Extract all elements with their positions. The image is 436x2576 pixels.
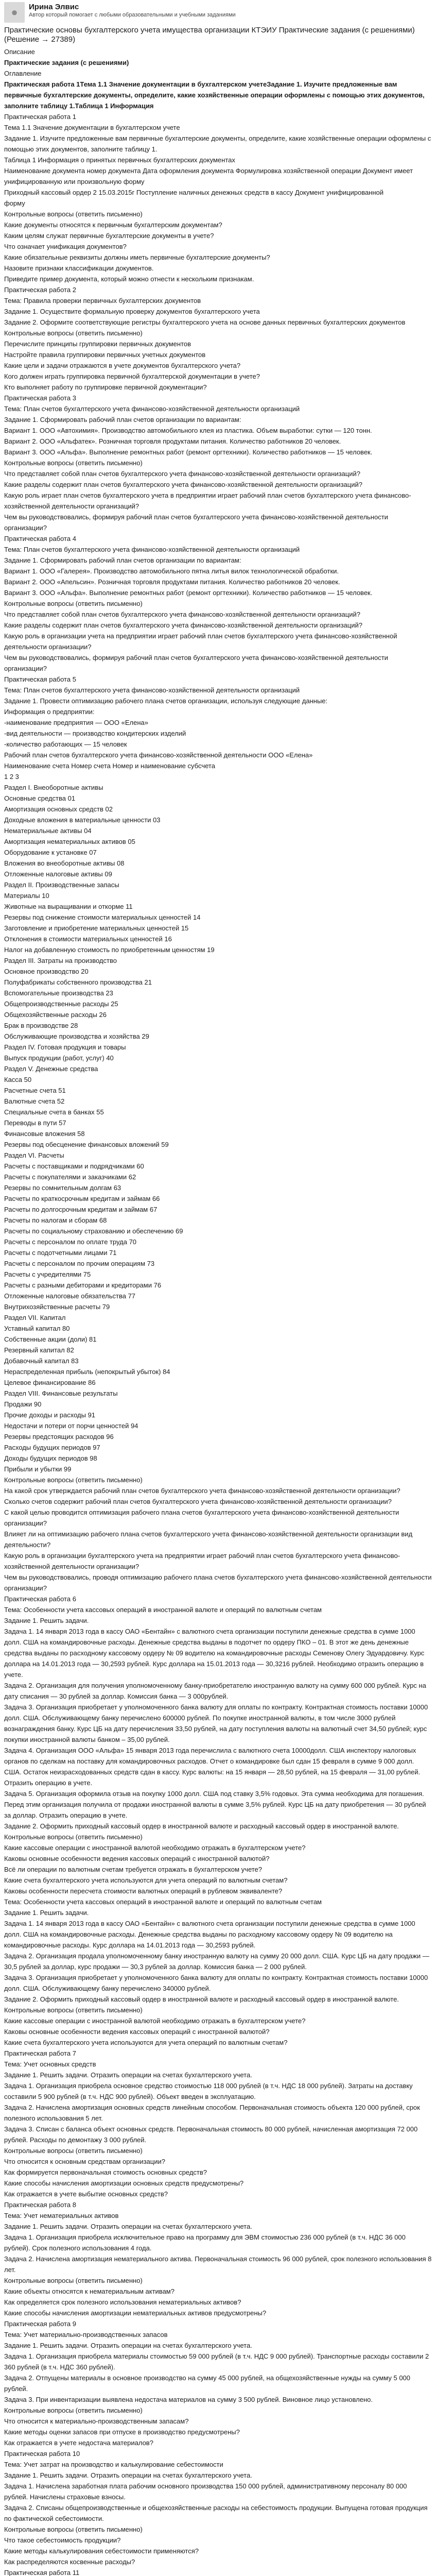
content-line: Задача 3. Организация приобретает у уполномоченного банка валюту для оплаты по контракту. Контрактная стоимость поставки 10000 долл. США. Обслуживающему банку перечислено 340000 рублей. <box>4 1974 428 1992</box>
content-line: Какие способы начисления амортизации основных средств предусмотрены? <box>4 2179 244 2187</box>
content-line: -количество работающих — 15 человек <box>4 740 127 748</box>
content-line: Резервы под обесценение финансовых вложений 59 <box>4 1141 169 1148</box>
content-line: Вариант 3. ООО «Альфа». Выполнение ремонтных работ (ремонт оргтехники). Количество работников — 15 человек. <box>4 448 373 456</box>
content-line: Что относится к материально-производственным запасам? <box>4 2417 189 2425</box>
content-line: Расчеты по социальному страхованию и обеспечению 69 <box>4 1227 183 1235</box>
content-line: Валютные счета 52 <box>4 1097 65 1105</box>
content-line: Тема: План счетов бухгалтерского учета финансово-хозяйственной деятельности организаций <box>4 546 300 553</box>
content-line: Расчеты с персоналом по оплате труда 70 <box>4 1238 137 1246</box>
section-heading: Практическая работа 1Тема 1.1 Значение документации в бухгалтерском учетеЗадание 1. Изучите предложенные вам первичные бухгалтерские документы, определите, какие хозяйственные операции оформлены с помощью этих документов, заполните таблицу 1.Таблица 1 Информация <box>4 80 425 110</box>
content-line: Задача 2. Отпущены материалы в основное производство на сумму 45 000 рублей, на общехозяйственные нужды на сумму 5 000 рублей. <box>4 2374 411 2393</box>
content-line: Налог на добавленную стоимость по приобретенным ценностям 19 <box>4 946 215 954</box>
content-line: -наименование предприятия — ООО «Елена» <box>4 719 149 726</box>
content-line: Раздел II. Производственные запасы <box>4 881 119 889</box>
content-line: Задача 2. Начислена амортизация нематериального актива. Первоначальная стоимость 96 000 рублей, срок полезного использования 8 лет. <box>4 2255 432 2274</box>
content-line: Задание 1. Решить задачи. Отразить операции на счетах бухгалтерского учета. <box>4 2071 252 2079</box>
content-line: Контрольные вопросы (ответить письменно) <box>4 2147 143 2155</box>
content-line: Расчеты с покупателями и заказчиками 62 <box>4 1173 136 1181</box>
content-line: Выпуск продукции (работ, услуг) 40 <box>4 1054 114 1062</box>
content-line: Оборудование к установке 07 <box>4 849 97 856</box>
content-line: Задание 2. Оформить приходный кассовый ордер в иностранной валюте и расходный кассовый ордер в иностранной валюте. <box>4 1822 399 1830</box>
content-line: Как определяется срок полезного использования нематериальных активов? <box>4 2298 241 2306</box>
content-line: Какие способы начисления амортизации нематериальных активов предусмотрены? <box>4 2309 267 2317</box>
content-line: Собственные акции (доли) 81 <box>4 1335 97 1343</box>
content-line: Задание 1. Решить задачи. Отразить операции на счетах бухгалтерского учета. <box>4 2471 252 2479</box>
content-line: Чем вы руководствовались, формируя рабочий план счетов бухгалтерского учета финансово-хозяйственной деятельности организации? <box>4 654 388 672</box>
content-line: Отклонения в стоимости материальных ценностей 16 <box>4 935 172 943</box>
content-line: Расчеты с учредителями 75 <box>4 1270 91 1278</box>
content-line: Резервы предстоящих расходов 96 <box>4 1433 114 1440</box>
author-name[interactable]: Ирина Элвис <box>29 3 79 11</box>
content-line: Перечислите принципы группировки первичных документов <box>4 340 191 348</box>
content-line: Задача 1. 14 января 2013 года в кассу ОАО «Бентайн» с валютного счета организации поступили денежные средства в сумме 1000 долл. США на командировочные расходы. Денежные средства выданы по расходному кассовому ордеру № 09 водителю на командировочные расходы. Курс доллара на 14.01.2013 года — 30,2593 рублей. <box>4 1920 415 1949</box>
content-line: Практическая работа 9 <box>4 2320 76 2328</box>
content-line: Доходные вложения в материальные ценности 03 <box>4 816 161 824</box>
content-line: Животные на выращивании и откорме 11 <box>4 903 133 910</box>
content-line: Тема: Особенности учета кассовых операций в иностранной валюте и операций по валютным счетам <box>4 1606 322 1614</box>
content-line: Что представляет собой план счетов бухгалтерского учета финансово-хозяйственной деятельности организаций? <box>4 611 360 618</box>
content-line: Целевое финансирование 86 <box>4 1379 96 1386</box>
author-info <box>29 2 432 19</box>
content-line: Расчеты по краткосрочным кредитам и займам 66 <box>4 1195 160 1202</box>
content-line: Таблица 1 Информация о принятых первичных бухгалтерских документах <box>4 156 235 164</box>
content-line: С какой целью проводится оптимизация рабочего плана счетов бухгалтерского учета финансово-хозяйственной деятельности организации? <box>4 1509 399 1527</box>
content-line: Рабочий план счетов бухгалтерского учета финансово-хозяйственной деятельности ООО «Елена» <box>4 751 313 759</box>
content-line: Резервы по сомнительным долгам 63 <box>4 1184 121 1192</box>
content-line: Практическая работа 4 <box>4 535 76 543</box>
content-line: Каковы основные особенности ведения кассовых операций с иностранной валютой? <box>4 1855 270 1862</box>
content-line: Практическая работа 7 <box>4 2049 76 2057</box>
content-line: Какие обязательные реквизиты должны иметь первичные бухгалтерские документы? <box>4 253 270 261</box>
content-line: Как отражается в учете недостача материалов? <box>4 2439 153 2447</box>
content-line: Какие методы калькулирования себестоимости применяются? <box>4 2547 199 2555</box>
content-line: Задание 1. Осуществите формальную проверку документов бухгалтерского учета <box>4 308 260 315</box>
content-line: Контрольные вопросы (ответить письменно) <box>4 1476 143 1484</box>
content-line: Чем вы руководствовались, формируя рабочий план счетов бухгалтерского учета финансово-хозяйственной деятельности организации? <box>4 513 388 532</box>
content-line: Задача 3. При инвентаризации выявлена недостача материалов на сумму 3 500 рублей. Виновное лицо установлено. <box>4 2396 373 2403</box>
content-line: Расчеты с персоналом по прочим операциям 73 <box>4 1260 155 1267</box>
content-line: Доходы будущих периодов 98 <box>4 1454 97 1462</box>
content-line: -вид деятельности — производство кондитерских изделий <box>4 730 186 737</box>
content-line: Какие кассовые операции с иностранной валютой необходимо отражать в бухгалтерском учете? <box>4 2017 306 2025</box>
content-line: Задача 4. Организация ООО «Альфа» 15 января 2013 года перечислила с валютного счета 10000долл. США инспектору налоговых органов по сделкам на поставку для командировочных расходов. Отчет о командировке был сдан 15 февраля в сумме 9 000 долл. США. Остаток неизрасходованных средств сдан в кассу. Курс валюты: на 15 января — 28,50 рублей, на 15 февраля — 31,00 рублей. Отразить операцию в учете. <box>4 1747 421 1787</box>
content-line: Расчеты с подотчетными лицами 71 <box>4 1249 117 1257</box>
content-line: Раздел I. Внеоборотные активы <box>4 784 103 791</box>
content-line: Всё ли операции по валютным счетам требуется отражать в бухгалтерском учете? <box>4 1866 263 1873</box>
content-line: Тема: План счетов бухгалтерского учета финансово-хозяйственной деятельности организаций <box>4 405 300 413</box>
content-line: На какой срок утверждается рабочий план счетов бухгалтерского учета финансово-хозяйственной деятельности организации? <box>4 1487 400 1495</box>
content-line: Что относится к основным средствам организации? <box>4 2158 165 2165</box>
content-line: Контрольные вопросы (ответить письменно) <box>4 2277 143 2284</box>
content-line: Брак в производстве 28 <box>4 1022 78 1029</box>
content-line: Раздел V. Денежные средства <box>4 1065 98 1073</box>
content-line: Наименование счета Номер счета Номер и наименование субсчета <box>4 762 215 770</box>
content-line: Расчеты с разными дебиторами и кредиторами 76 <box>4 1281 162 1289</box>
content-line: Сколько счетов содержит рабочий план счетов бухгалтерского учета финансово-хозяйственной деятельности организации? <box>4 1498 392 1505</box>
content-line: Задание 1. Сформировать рабочий план счетов организации по вариантам: <box>4 556 241 564</box>
content-line: Влияет ли на оптимизацию рабочего плана счетов бухгалтерского учета финансово-хозяйственной деятельности организации вид деятельности? <box>4 1530 413 1549</box>
content-line: Уставный капитал 80 <box>4 1325 70 1332</box>
content-line: Расчетные счета 51 <box>4 1087 66 1094</box>
content-line: Приведите пример документа, который можно отнести к нескольким признакам. <box>4 275 254 283</box>
content-line: Расчеты по долгосрочным кредитам и займам 67 <box>4 1206 158 1213</box>
content-line: Практическая работа 5 <box>4 675 76 683</box>
content-line: Что представляет собой план счетов бухгалтерского учета финансово-хозяйственной деятельности организаций? <box>4 470 360 478</box>
content-line: Контрольные вопросы (ответить письменно) <box>4 2006 143 2014</box>
content-line: Тема: Учет материально-производственных запасов <box>4 2331 168 2338</box>
content-line: Вложения во внеоборотные активы 08 <box>4 859 125 867</box>
content-line: Финансовые вложения 58 <box>4 1130 85 1138</box>
content-line: Контрольные вопросы (ответить письменно) <box>4 600 143 607</box>
content-line: Прочие доходы и расходы 91 <box>4 1411 96 1419</box>
content-line: Задание 2. Оформить приходный кассовый ордер в иностранной валюте и расходный кассовый ордер в иностранной валюте. <box>4 1995 399 2003</box>
content-line: Контрольные вопросы (ответить письменно) <box>4 2526 143 2533</box>
content-line: Описание <box>4 48 35 56</box>
content-line: Настройте правила группировки первичных учетных документов <box>4 351 206 359</box>
content-line: Практическая работа 2 <box>4 286 76 294</box>
content-line: Практическая работа 6 <box>4 1595 76 1603</box>
content-line: Каким целям служат первичные бухгалтерские документы в учете? <box>4 232 214 240</box>
content-line: Задача 1. Начислена заработная плата рабочим основного производства 150 000 рублей, административному персоналу 80 000 рублей. Начислены страховые взносы. <box>4 2482 407 2501</box>
content-line: Практическая работа 8 <box>4 2201 76 2209</box>
content-line: Задача 1. Организация приобрела исключительное право на программу для ЭВМ стоимостью 236 000 рублей (в т.ч. НДС 36 000 рублей). Срок полезного использования 4 года. <box>4 2233 406 2252</box>
content-line: Каковы особенности пересчета стоимости валютных операций в рублевом эквиваленте? <box>4 1887 283 1895</box>
content-line: Как формируется первоначальная стоимость основных средств? <box>4 2168 207 2176</box>
content-line: Какие разделы содержит план счетов бухгалтерского учета финансово-хозяйственной деятельности организаций? <box>4 481 362 488</box>
author-description: Автор который помогает с любыми образовательными и учебными заданиями <box>29 12 236 18</box>
content-line: Материалы 10 <box>4 892 49 900</box>
content-line: Как распределяются косвенные расходы? <box>4 2558 135 2566</box>
content-line: Вариант 1. ООО «Автохимия». Производство автомобильного клея из пластика. Объем выработки: сутки — 120 тонн. <box>4 427 372 434</box>
content-line: Раздел III. Затраты на производство <box>4 957 117 964</box>
content-line: Практическая работа 10 <box>4 2450 80 2458</box>
content-line: Практическая работа 11 <box>4 2569 80 2576</box>
content-line: Что означает унификация документов? <box>4 243 127 250</box>
content-line: Какую роль играет план счетов бухгалтерского учета в предприятии играет рабочий план счетов бухгалтерского учета финансово-хозяйственной деятельности организаций? <box>4 492 411 510</box>
content-line: 1 2 3 <box>4 773 19 781</box>
content-line: Продажи 90 <box>4 1400 42 1408</box>
content-line: Недостачи и потери от порчи ценностей 94 <box>4 1422 138 1430</box>
content-line: Раздел VII. Капитал <box>4 1314 66 1321</box>
content-line: Вариант 2. ООО «Апельсин». Розничная торговля продуктами питания. Количество работников 20 человек. <box>4 578 340 586</box>
page-title: Практические основы бухгалтерского учета имущества организации КТЭИУ Практические задания (с решениями) (Решение → 27389) <box>4 26 415 44</box>
content-line: Задание 1. Решить задачи. Отразить операции на счетах бухгалтерского учета. <box>4 2223 252 2230</box>
content-line: Вариант 3. ООО «Альфа». Выполнение ремонтных работ (ремонт оргтехники). Количество работников — 15 человек. <box>4 589 373 597</box>
content-line: Отложенные налоговые активы 09 <box>4 870 112 878</box>
content-line: Задача 1. Организация приобрела материалы стоимостью 59 000 рублей (в т.ч. НДС 9 000 рублей). Транспортные расходы составили 2 360 рублей (в т.ч. НДС 360 рублей). <box>4 2352 429 2371</box>
document-content <box>4 46 432 2576</box>
content-line: Задание 1. Решить задачи. <box>4 1909 89 1917</box>
content-line: Тема: План счетов бухгалтерского учета финансово-хозяйственной деятельности организаций <box>4 686 300 694</box>
content-line: Тема: Правила проверки первичных бухгалтерских документов <box>4 297 201 304</box>
content-line: Вариант 1. ООО «Галерея». Производство автомобильного пятна литья вилок технологической обработки. <box>4 567 339 575</box>
avatar[interactable] <box>4 2 25 23</box>
content-line: Чем вы руководствовались, проводя оптимизацию рабочего плана счетов бухгалтерского учета финансово-хозяйственной деятельности организации? <box>4 1573 432 1592</box>
content-line: Тема: Учет затрат на производство и калькулирование себестоимости <box>4 2461 223 2468</box>
content-line: Раздел IV. Готовая продукция и товары <box>4 1043 126 1051</box>
content-line: Расходы будущих периодов 97 <box>4 1444 100 1451</box>
content-line: Какую роль в организации учета на предприятии играет рабочий план счетов бухгалтерского учета финансово-хозяйственной деятельности организации? <box>4 632 397 651</box>
content-line: Контрольные вопросы (ответить письменно) <box>4 1833 143 1841</box>
content-line: Отложенные налоговые обязательства 77 <box>4 1292 136 1300</box>
content-line: Какие цели и задачи отражаются в учете документов бухгалтерского учета? <box>4 362 241 369</box>
content-line: Вспомогательные производства 23 <box>4 989 113 997</box>
content-line: Заготовление и приобретение материальных ценностей 15 <box>4 924 189 932</box>
section-heading: Практические задания (с решениями) <box>4 59 129 66</box>
content-line: Какие счета бухгалтерского учета используются для учета операций по валютным счетам? <box>4 1876 288 1884</box>
content-line: Задание 1. Изучите предложенные вам первичные бухгалтерские документы, определите, какие хозяйственные операции оформлены с помощью этих документов, заполните таблицу 1. <box>4 134 431 153</box>
content-line: Задача 2. Списаны общепроизводственные и общехозяйственные расходы на себестоимость продукции. Выпущена готовая продукция по фактической себестоимости. <box>4 2504 428 2522</box>
content-line: Задание 2. Оформите соответствующие регистры бухгалтерского учета на основе данных первичных бухгалтерских документов <box>4 318 406 326</box>
content-line: Какие объекты относятся к нематериальным активам? <box>4 2287 175 2295</box>
content-line: Раздел VIII. Финансовые результаты <box>4 1389 118 1397</box>
content-line: Полуфабрикаты собственного производства 21 <box>4 978 152 986</box>
content-line: Амортизация основных средств 02 <box>4 805 113 813</box>
content-line: Обслуживающие производства и хозяйства 29 <box>4 1032 149 1040</box>
content-line: Задание 1. Провести оптимизацию рабочего плана счетов организации, используя следующие данные: <box>4 697 328 705</box>
content-line: Что такое себестоимость продукции? <box>4 2536 121 2544</box>
content-line: Какие кассовые операции с иностранной валютой необходимо отражать в бухгалтерском учете? <box>4 1844 306 1852</box>
content-line: Оглавление <box>4 70 42 77</box>
user-icon: ● <box>11 6 18 19</box>
content-line: Кого должен играть группировка первичной бухгалтерской документации в учете? <box>4 372 260 380</box>
content-line: Тема: Учет нематериальных активов <box>4 2212 119 2219</box>
content-line: Задание 1. Сформировать рабочий план счетов организации по вариантам: <box>4 416 241 423</box>
content-line: Тема: Учет основных средств <box>4 2060 96 2068</box>
content-line: Какие документы относятся к первичным бухгалтерским документам? <box>4 221 222 229</box>
content-line: Задача 2. Начислена амортизация основных средств линейным способом. Первоначальная стоимость объекта 120 000 рублей, срок полезного использования 5 лет. <box>4 2104 420 2122</box>
content-line: форму <box>4 199 25 207</box>
content-line: Задача 2. Организация продала уполномоченному банку иностранную валюту на сумму 20 000 долл. США. Курс ЦБ на дату продажи — 30,5 рублей за доллар, курс продажи — 30,3 рублей за доллар. Комиссия банка — 2 000 рублей. <box>4 1952 429 1971</box>
content-line: Какие разделы содержит план счетов бухгалтерского учета финансово-хозяйственной деятельности организаций? <box>4 621 362 629</box>
content-line: Специальные счета в банках 55 <box>4 1108 104 1116</box>
content-line: Расчеты с поставщиками и подрядчиками 60 <box>4 1162 144 1170</box>
content-line: Задача 3. Списан с баланса объект основных средств. Первоначальная стоимость 80 000 рублей, начисленная амортизация 72 000 рублей. Расходы по демонтажу 3 000 рублей. <box>4 2125 418 2144</box>
content-line: Приходный кассовый ордер 2 15.03.2015г Поступление наличных денежных средств в кассу Документ унифицированной <box>4 189 384 196</box>
content-line: Резервы под снижение стоимости материальных ценностей 14 <box>4 913 201 921</box>
content-line: Основное производство 20 <box>4 968 89 975</box>
author-header <box>4 2 432 23</box>
content-line: Какие счета бухгалтерского учета используются для учета операций по валютным счетам? <box>4 2039 288 2046</box>
content-line: Общепроизводственные расходы 25 <box>4 1000 118 1008</box>
content-line: Задача 5. Организация оформила отзыв на покупку 1000 долл. США под ставку 3,5% годовых. Эта сумма необходима для погашения. Перед этим организация получила от продажи иностранной валюты в сумме 3,5% рублей. Курс ЦБ на дату приобретения — 30 рублей за доллар. Отразить операцию в учете. <box>4 1790 426 1819</box>
content-line: Расчеты по налогам и сборам 68 <box>4 1216 107 1224</box>
content-line: Наименование документа номер документа Дата оформления документа Формулировка хозяйственной операции Документ имеет унифицированную или произвольную форму <box>4 167 413 185</box>
content-line: Основные средства 01 <box>4 794 76 802</box>
content-line: Нераспределенная прибыль (непокрытый убыток) 84 <box>4 1368 170 1376</box>
content-line: Как отражается в учете выбытие основных средств? <box>4 2190 168 2198</box>
content-line: Тема: Особенности учета кассовых операций в иностранной валюте и операций по валютным счетам <box>4 1898 322 1906</box>
content-line: Внутрихозяйственные расчеты 79 <box>4 1303 110 1311</box>
content-line: Резервный капитал 82 <box>4 1346 74 1354</box>
content-line: Общехозяйственные расходы 26 <box>4 1011 107 1019</box>
content-line: Нематериальные активы 04 <box>4 827 92 835</box>
content-line: Переводы в пути 57 <box>4 1119 66 1127</box>
content-line: Задание 1. Решить задачи. <box>4 1617 89 1624</box>
content-line: Контрольные вопросы (ответить письменно) <box>4 329 143 337</box>
content-line: Контрольные вопросы (ответить письменно) <box>4 2406 143 2414</box>
content-line: Какие методы оценки запасов при отпуске в производство предусмотрены? <box>4 2428 240 2436</box>
content-line: Каковы основные особенности ведения кассовых операций с иностранной валютой? <box>4 2028 270 2036</box>
content-line: Задача 3. Организация приобретает у уполномоченного банка валюту для оплаты по контракту. Контрактная стоимость поставки 10000 долл. США. Обслуживающему банку перечислено 600000 рублей. По покупке иностранной валюты, в том числе 3000 рублей вознаграждения банку. Курс ЦБ на дату перечисления 33,50 рублей, на дату поступления валюты на валютный счет 34,50 рублей; курс покупки иностранной валюты банком – 35,00 рублей. <box>4 1703 428 1743</box>
content-line: Касса 50 <box>4 1076 32 1083</box>
content-line: Вариант 2. ООО «Альфатек». Розничная торговля продуктами питания. Количество работников 20 человек. <box>4 437 341 445</box>
content-line: Какую роль в организации бухгалтерского учета на предприятии играет рабочий план счетов бухгалтерского учета финансово-хозяйственной деятельности организации? <box>4 1552 400 1570</box>
content-line: Назовите признаки классификации документов. <box>4 264 154 272</box>
content-line: Задача 1. 14 января 2013 года в кассу ОАО «Бентайн» с валютного счета организации поступили денежные средства в сумме 1000 долл. США на командировочные расходы. Денежные средства выданы в подотчет по ордеру ПКО – 01. В этот же день денежные средства выданы по расходному кассовому ордеру № 09 водителю на командировочные расходы Семенову Олегу Эдуардовичу. Курс доллара на 14.01.2013 года — 30,2593 рублей. Курс доллара на 15.01.2013 года — 30,3216 рублей. Необходимо отразить операцию в учете. <box>4 1628 425 1679</box>
content-line: Прибыли и убытки 99 <box>4 1465 72 1473</box>
content-line: Контрольные вопросы (ответить письменно) <box>4 459 143 467</box>
content-line: Задание 1. Решить задачи. Отразить операции на счетах бухгалтерского учета. <box>4 2342 252 2349</box>
content-line: Тема 1.1 Значение документации в бухгалтерском учете <box>4 124 180 131</box>
content-line: Практическая работа 1 <box>4 113 76 121</box>
content-line: Добавочный капитал 83 <box>4 1357 79 1365</box>
content-line: Практическая работа 3 <box>4 394 76 402</box>
content-line: Раздел VI. Расчеты <box>4 1151 64 1159</box>
content-line: Амортизация нематериальных активов 05 <box>4 838 135 845</box>
content-line: Информация о предприятии: <box>4 708 95 716</box>
content-line: Задача 1. Организация приобрела основное средство стоимостью 118 000 рублей (в т.ч. НДС 18 000 рублей). Затраты на доставку составили 5 900 рублей (в т.ч. НДС 900 рублей). Объект введен в эксплуатацию. <box>4 2082 413 2100</box>
content-line: Задача 2. Организация для получения уполномоченному банку-приобретателю иностранную валюту на сумму 600 000 рублей. Курс на дату списания — 30 рублей за доллар. Комиссия банка — 3 000рублей. <box>4 1682 426 1700</box>
content-line: Кто выполняет работу по группировке первичной документации? <box>4 383 207 391</box>
content-line: Контрольные вопросы (ответить письменно) <box>4 210 143 218</box>
